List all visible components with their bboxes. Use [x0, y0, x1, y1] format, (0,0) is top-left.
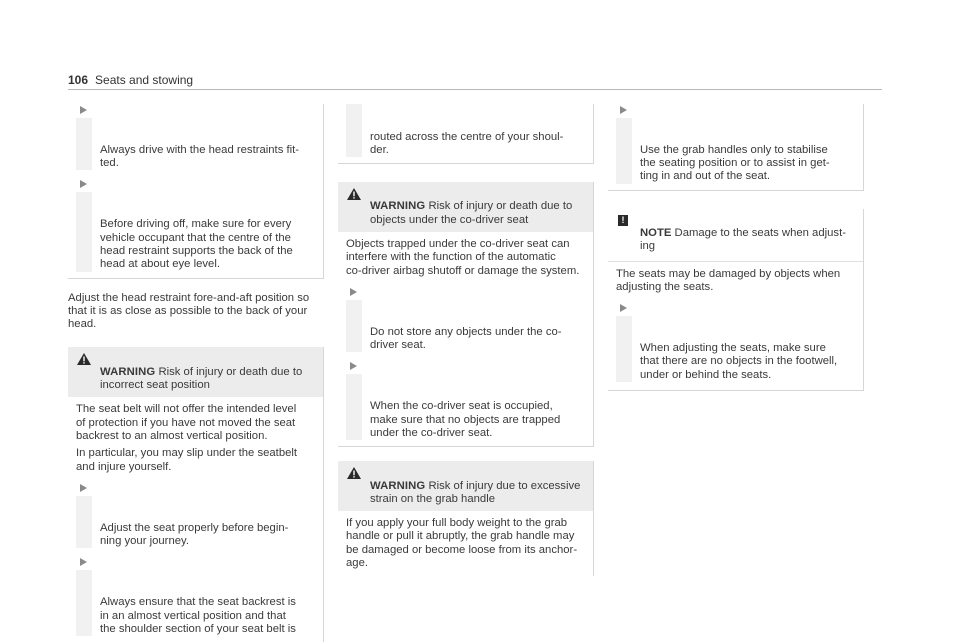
- warning-triangle-icon: [347, 188, 361, 200]
- arrow-right-icon: [620, 304, 627, 312]
- column-3: [608, 104, 864, 391]
- note-label: NOTE: [640, 227, 672, 240]
- list-item: When the co-driver seat is occupied, make sure that no objects are trapped under the co-driver seat.: [338, 360, 593, 440]
- list-item-continued: routed across the centre of your shoul- der.: [338, 104, 593, 157]
- arrow-right-icon: [350, 362, 357, 370]
- warning-box-seat-position: [68, 347, 324, 642]
- warning-box-grab-handle: [338, 461, 594, 576]
- warning-body: In particular, you may slip under the seatbelt and injure yourself.: [76, 447, 298, 473]
- info-box-grab-handles: [608, 104, 864, 191]
- note-header: [608, 209, 863, 259]
- warning-triangle-icon: [77, 353, 91, 365]
- exclamation-icon: !: [618, 215, 628, 226]
- warning-label: WARNING: [370, 200, 426, 213]
- warning-label: WARNING: [370, 479, 426, 492]
- list-item: Always ensure that the seat backrest is in an almost vertical position and that the shoulder section of your seat belt is: [68, 556, 323, 636]
- page-number: 106: [68, 73, 89, 87]
- section-title: Seats and stowing: [95, 73, 194, 87]
- column-1: [68, 104, 324, 642]
- divider: [608, 261, 863, 262]
- warning-header: [338, 182, 593, 232]
- note-title: Damage to the seats when adjust- ing: [640, 227, 846, 253]
- list-item: Always drive with the head restraints fit- ted.: [68, 104, 323, 170]
- warning-triangle-icon: [347, 467, 361, 479]
- warning-title: Risk of injury due to excessive strain on the grab handle: [370, 479, 581, 505]
- warning-title: Risk of injury or death due to incorrect seat position: [100, 365, 303, 392]
- warning-body: Objects trapped under the co-driver seat can interfere with the function of the automatic co-driver airbag shutoff or damage the system.: [346, 238, 580, 277]
- info-box-continued: [338, 104, 594, 164]
- page-header: [68, 74, 193, 87]
- warning-box-co-driver-seat: [338, 182, 594, 447]
- column-2: [338, 104, 594, 576]
- arrow-right-icon: [80, 180, 87, 188]
- list-item: Adjust the seat properly before begin- ning your journey.: [68, 482, 323, 548]
- body-paragraph: Adjust the head restraint fore-and-aft position so that it is as close as possible to the back of your head.: [68, 291, 310, 331]
- arrow-right-icon: [80, 106, 87, 114]
- warning-label: WARNING: [100, 365, 156, 378]
- note-box-seat-damage: [608, 209, 864, 391]
- header-rule: [68, 89, 882, 90]
- arrow-right-icon: [350, 288, 357, 296]
- list-item: When adjusting the seats, make sure that there are no objects in the footwell, under or behind the seats.: [608, 302, 863, 382]
- arrow-right-icon: [80, 484, 87, 492]
- warning-body: The seat belt will not offer the intended level of protection if you have not moved the seat backrest to an almost vertical position.: [76, 403, 297, 442]
- list-item: Use the grab handles only to stabilise the seating position or to assist in get- ting in and out of the seat.: [608, 104, 863, 184]
- warning-header: [338, 461, 593, 511]
- list-item: Do not store any objects under the co- driver seat.: [338, 286, 593, 352]
- arrow-right-icon: [80, 558, 87, 566]
- warning-header: [68, 347, 323, 397]
- note-body: The seats may be damaged by objects when adjusting the seats.: [616, 267, 841, 293]
- info-box-head-restraint: [68, 104, 324, 279]
- arrow-right-icon: [620, 106, 627, 114]
- warning-title: Risk of injury or death due to objects under the co-driver seat: [370, 200, 573, 226]
- warning-body: If you apply your full body weight to the grab handle or pull it abruptly, the grab handle may be damaged or become loose from its anchor- age.: [346, 517, 578, 570]
- list-item: Before driving off, make sure for every vehicle occupant that the centre of the head restraint supports the back of the head at about eye level.: [68, 178, 323, 271]
